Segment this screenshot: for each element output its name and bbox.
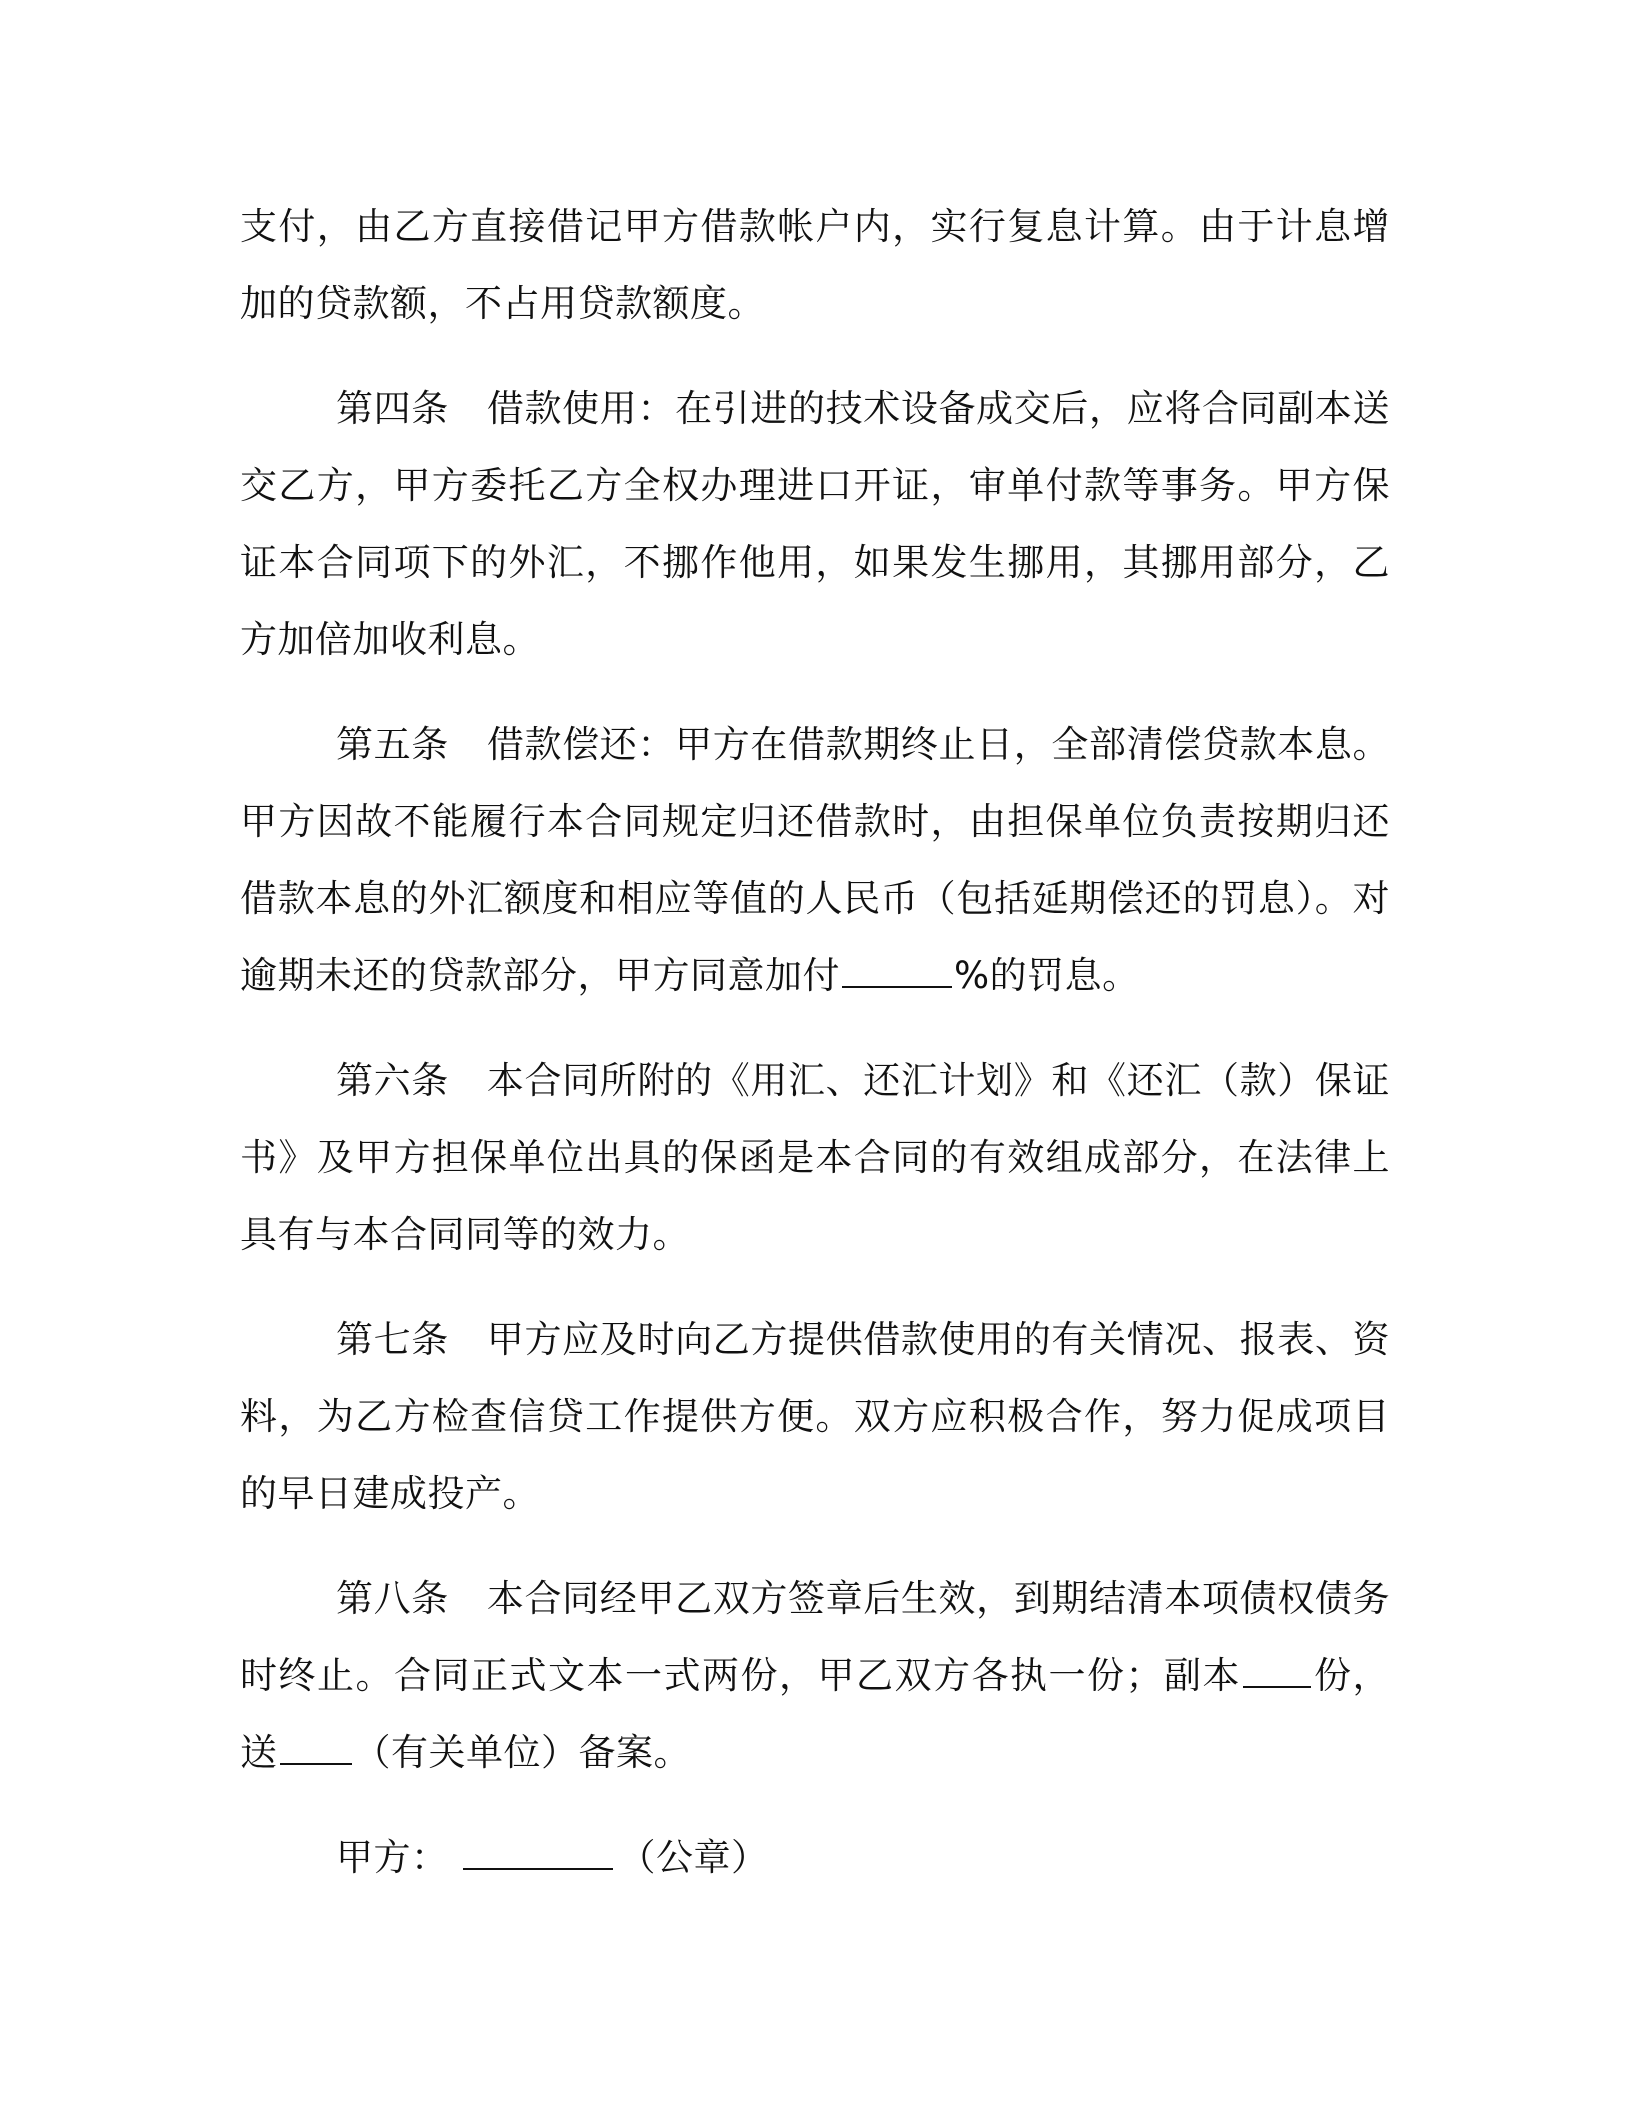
article-8-text-1: 本合同经甲乙双方签章后生效，到期结清本项债权债务时终止。合同正式文本一式两份，甲乙双方各执一份；副本 [240, 1577, 1391, 1697]
article-6 [240, 1042, 1390, 1273]
article-6-text: 本合同所附的《用汇、还汇计划》和《还汇（款）保证书》及甲方担保单位出具的保函是本合同的有效组成部分，在法律上具有与本合同同等的效力。 [240, 1059, 1391, 1256]
continuation-text: 支付，由乙方直接借记甲方借款帐户内，实行复息计算。由于计息增加的贷款额，不占用贷款额度。 [240, 205, 1390, 325]
article-5-number: 第五条 [336, 723, 449, 766]
article-7-number: 第七条 [336, 1318, 449, 1361]
article-4 [240, 370, 1390, 678]
contract-body [240, 188, 1390, 1924]
party-a-name-blank [463, 1838, 613, 1870]
article-5-text: 借款偿还：甲方在借款期终止日，全部清偿贷款本息。甲方因故不能履行本合同规定归还借款时，由担保单位负责按期归还借款本息的外汇额度和相应等值的人民币（包括延期偿还的罚息）。对逾期未还的贷款部分，甲方同意加付 [240, 723, 1391, 997]
filing-unit-blank [280, 1733, 352, 1765]
article-8-text-2: 份，送 [240, 1654, 1390, 1774]
copies-count-blank [1243, 1656, 1311, 1688]
article-8-text-3: （有关单位）备案。 [353, 1731, 691, 1774]
article-5-text-end: %的罚息。 [954, 954, 1140, 997]
article-5 [240, 706, 1390, 1014]
article-4-text: 借款使用：在引进的技术设备成交后，应将合同副本送交乙方，甲方委托乙方全权办理进口开证，审单付款等事务。甲方保证本合同项下的外汇，不挪作他用，如果发生挪用，其挪用部分，乙方加倍加收利息。 [240, 387, 1391, 661]
seal-label: （公章） [618, 1836, 769, 1879]
article-4-number: 第四条 [336, 387, 449, 430]
signature-line [240, 1819, 1390, 1896]
party-a-label: 甲方： [336, 1836, 449, 1879]
continuation-paragraph [240, 188, 1390, 342]
article-8-number: 第八条 [336, 1577, 449, 1620]
article-6-number: 第六条 [336, 1059, 449, 1102]
article-8 [240, 1560, 1390, 1791]
article-7-text: 甲方应及时向乙方提供借款使用的有关情况、报表、资料，为乙方检查信贷工作提供方便。双方应积极合作，努力促成项目的早日建成投产。 [240, 1318, 1391, 1515]
penalty-rate-blank [842, 956, 952, 988]
article-7 [240, 1301, 1390, 1532]
